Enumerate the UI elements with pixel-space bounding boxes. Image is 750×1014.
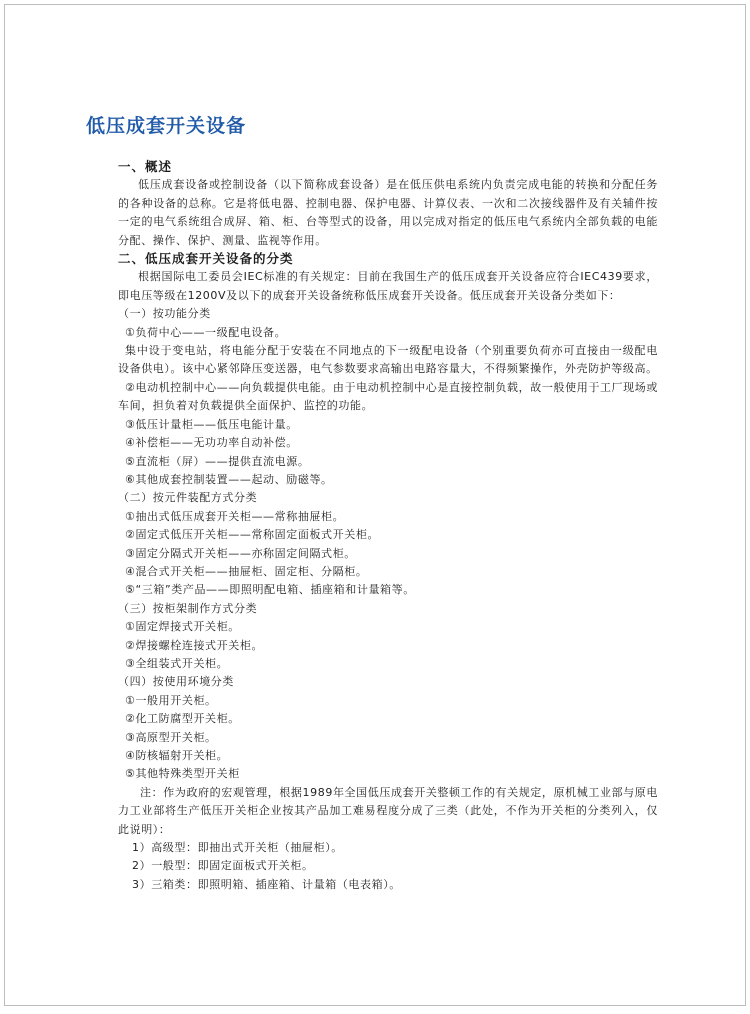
section-heading-overview: 一、概述 xyxy=(118,159,173,174)
list-item: ③低压计量柜——低压电能计量。 xyxy=(125,417,298,431)
list-item: ③全组装式开关柜。 xyxy=(125,656,229,670)
list-item: ①一般用开关柜。 xyxy=(125,693,217,707)
list-item: 3）三箱类：即照明箱、插座箱、计量箱（电表箱）。 xyxy=(132,877,401,891)
list-item: ⑤“三箱”类产品——即照明配电箱、插座箱和计量箱等。 xyxy=(125,583,415,597)
list-item: ④防核辐射开关柜。 xyxy=(125,749,229,762)
list-item: ①抽出式低压成套开关柜——常称抽屉柜。 xyxy=(125,509,345,523)
list-item: ⑤直流柜（屏）——提供直流电源。 xyxy=(125,454,310,468)
document-title: 低压成套开关设备 xyxy=(86,115,247,137)
section-heading-classification: 二、低压成套开关设备的分类 xyxy=(118,251,294,267)
list-item: ②化工防腐型开关柜。 xyxy=(125,712,240,726)
load-center-description: 集中设于变电站，将电能分配于安装在不同地点的下一级配电设备（个别重要负荷亦可直接由一级配电设备供电）。该中心紧邻降压变送器，电气参数要求高输出电路容量大，不得频繁操作，外壳防护等级高。 xyxy=(118,344,658,376)
overview-paragraph: 低压成套设备或控制设备（以下简称成套设备）是在低压供电系统内负责完成电能的转换和分配任务的各种设备的总称。它是将低电器、控制电器、保护电器、计算仪表、一次和二次接线器件及有关辅件按一定的电气系统组合成屏、箱、柜、台等型式的设备，用以完成对指定的低压电气系统内全部负载的电能分配、操作、保护、测量、监视等作用。 xyxy=(118,178,658,247)
classification-intro: 根据国际电工委员会IEC标准的有关规定：目前在我国生产的低压成套开关设备应符合IEC439要求，即电压等级在1200V及以下的成套开关设备统称低压成套开关设备。低压成套开关设备分类如下： xyxy=(118,270,658,302)
list-item: ⑤其他特殊类型开关柜 xyxy=(125,767,240,781)
list-item: 1）高级型：即抽出式开关柜（抽屉柜）。 xyxy=(132,841,343,855)
document-page xyxy=(4,4,746,1006)
subheading-by-function: （一）按功能分类 xyxy=(118,307,211,321)
list-item: ②焊接螺栓连接式开关柜。 xyxy=(125,638,264,652)
list-item: ①负荷中心——一级配电设备。 xyxy=(125,325,287,339)
list-item: ②电动机控制中心——向负载提供电能。由于电动机控制中心是直接控制负载，故一般使用于工厂现场或车间，担负着对负载提供全面保护、监控的功能。 xyxy=(118,380,658,413)
list-item: ④混合式开关柜——抽屉柜、固定柜、分隔柜。 xyxy=(125,564,368,578)
list-item: ①固定焊接式开关柜。 xyxy=(125,620,240,634)
list-item: ②固定式低压开关柜——常称固定面板式开关柜。 xyxy=(125,528,380,542)
note-paragraph: 注：作为政府的宏观管理，根据1989年全国低压成套开关整顿工作的有关规定，原机械工业部与原电力工业部将生产低压开关柜企业按其产品加工难易程度分成了三类（此处，不作为开关柜的分类列入，仅此说明）： xyxy=(118,785,658,836)
subheading-by-environment: （四）按使用环境分类 xyxy=(118,675,234,689)
list-item: ③高原型开关柜。 xyxy=(125,730,217,744)
subheading-by-assembly: （二）按元件装配方式分类 xyxy=(118,491,258,505)
list-item: 2）一般型：即固定面板式开关柜。 xyxy=(132,859,314,873)
list-item: ④补偿柜——无功功率自动补偿。 xyxy=(125,436,298,450)
list-item: ③固定分隔式开关柜——亦称固定间隔式柜。 xyxy=(125,546,356,560)
document-body xyxy=(118,158,658,894)
list-item: ⑥其他成套控制装置——起动、励磁等。 xyxy=(125,472,333,486)
subheading-by-frame: （三）按柜架制作方式分类 xyxy=(118,601,258,615)
